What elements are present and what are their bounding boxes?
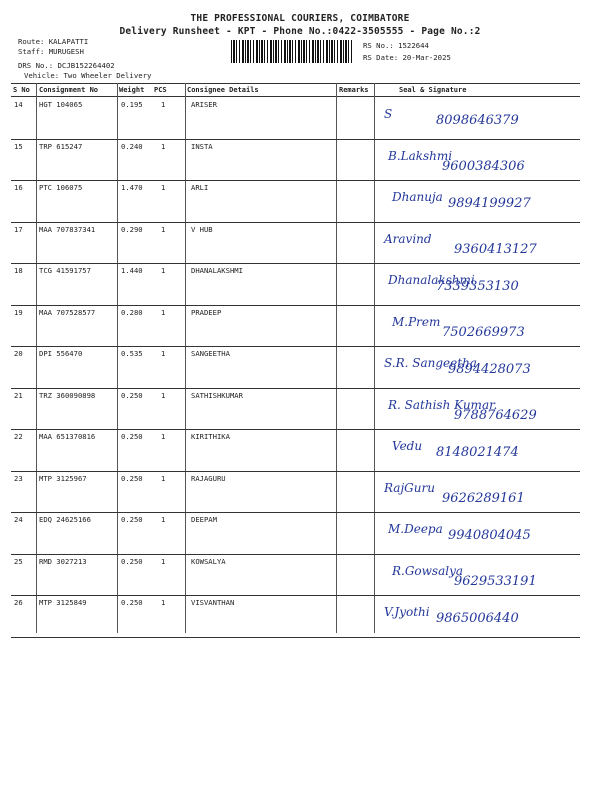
- signature-phone: 9865006440: [436, 611, 519, 626]
- row-consignment-no: HGT 104065: [39, 100, 83, 109]
- row-consignment-no: MAA 651370816: [39, 432, 96, 441]
- rs-number: RS No.: 1522644: [363, 41, 429, 50]
- signature-phone: 9629533191: [454, 573, 537, 589]
- row-sno: 23: [14, 473, 23, 483]
- table-row: [11, 222, 580, 265]
- row-consignment-no: RMD 3027213: [39, 556, 87, 566]
- row-weight: 0.535: [121, 349, 143, 358]
- signature-phone: 8098646379: [436, 113, 519, 128]
- table-row: [11, 429, 580, 472]
- col-sno: S No: [13, 86, 30, 94]
- row-consignment-no: TRZ 360090898: [39, 390, 96, 400]
- col-consignee: Consignee Details: [187, 86, 259, 94]
- row-weight: 0.250: [121, 598, 143, 607]
- row-weight: 0.250: [121, 473, 143, 483]
- row-pcs: 1: [161, 598, 166, 607]
- row-consignment-no: PTC 106075: [39, 183, 83, 192]
- row-consignment-no: EDQ 24625166: [39, 515, 91, 524]
- signature-name: Vedu: [392, 439, 423, 453]
- signature-name: M.Prem: [392, 314, 441, 329]
- drs-number: DRS No.: DCJB152264402: [18, 61, 115, 70]
- row-consignee: RAJAGURU: [191, 473, 226, 483]
- col-signature: Seal & Signature: [399, 86, 467, 94]
- row-consignment-no: MAA 707837341: [39, 224, 96, 234]
- row-consignment-no: MAA 707528577: [39, 307, 96, 317]
- table-row: [11, 554, 580, 597]
- signature-phone: 9894428073: [448, 362, 531, 377]
- company-title: THE PROFESSIONAL COURIERS, COIMBATORE: [190, 13, 410, 24]
- row-weight: 0.250: [121, 432, 143, 441]
- row-pcs: 1: [161, 432, 166, 441]
- table-row: [11, 388, 580, 431]
- signature-phone: 9788764629: [454, 407, 537, 423]
- row-sno: 20: [14, 349, 23, 358]
- row-sno: 18: [14, 266, 23, 275]
- row-consignee: INSTA: [191, 141, 213, 151]
- row-consignment-no: TRP 615247: [39, 141, 83, 151]
- row-weight: 0.240: [121, 141, 143, 151]
- table-row: [11, 512, 580, 555]
- route-label: Route: KALAPATTI: [18, 37, 89, 46]
- row-consignee: ARLI: [191, 183, 209, 192]
- row-pcs: 1: [161, 307, 166, 317]
- row-consignee: KOWSALYA: [191, 556, 226, 566]
- signature-phone: 8148021474: [436, 445, 519, 460]
- row-consignment-no: MTP 3125967: [39, 473, 87, 483]
- row-pcs: 1: [161, 349, 166, 358]
- row-pcs: 1: [161, 183, 166, 192]
- row-weight: 0.290: [121, 224, 143, 234]
- signature-phone: 9894199927: [448, 196, 531, 211]
- row-pcs: 1: [161, 556, 166, 566]
- runsheet-subtitle: Delivery Runsheet - KPT - Phone No.:0422-3505555 - Page No.:2: [119, 26, 481, 37]
- row-sno: 26: [14, 598, 23, 607]
- table-row: [11, 305, 580, 348]
- row-weight: 0.250: [121, 515, 143, 524]
- row-sno: 21: [14, 390, 23, 400]
- signature-phone: 9360413127: [454, 241, 537, 257]
- row-sno: 22: [14, 432, 23, 441]
- signature-name: M.Deepa: [388, 522, 443, 536]
- row-sno: 25: [14, 556, 23, 566]
- row-sno: 17: [14, 224, 23, 234]
- staff-label: Staff: MURUGESH: [18, 47, 84, 56]
- table-row: [11, 471, 580, 514]
- signature-name: B.Lakshmi: [388, 148, 453, 163]
- signature-phone: 9600384306: [442, 158, 525, 174]
- row-consignee: PRADEEP: [191, 307, 222, 317]
- signature-phone: 7339353130: [436, 279, 519, 294]
- row-pcs: 1: [161, 515, 166, 524]
- signature-name: Dhanalakshmi: [388, 273, 475, 287]
- row-consignee: ARISER: [191, 100, 217, 109]
- col-remarks: Remarks: [339, 86, 369, 94]
- row-pcs: 1: [161, 224, 166, 234]
- row-pcs: 1: [161, 473, 166, 483]
- barcode-image: [231, 40, 353, 66]
- col-pcs: PCS: [154, 86, 167, 94]
- row-sno: 15: [14, 141, 23, 151]
- row-weight: 0.250: [121, 390, 143, 400]
- row-weight: 0.195: [121, 100, 143, 109]
- table-row: [11, 180, 580, 223]
- signature-name: V.Jyothi: [384, 605, 430, 619]
- signature-phone: 7502669973: [442, 324, 525, 340]
- vehicle-label: Vehicle: Two Wheeler Delivery: [24, 71, 152, 80]
- row-weight: 1.470: [121, 183, 143, 192]
- signature-name: Aravind: [384, 231, 432, 246]
- col-weight: Weight: [119, 86, 145, 94]
- row-weight: 0.280: [121, 307, 143, 317]
- row-pcs: 1: [161, 390, 166, 400]
- row-consignee: VISVANTHAN: [191, 598, 235, 607]
- row-pcs: 1: [161, 141, 166, 151]
- col-consignment: Consignment No: [39, 86, 99, 94]
- row-consignee: SATHISHKUMAR: [191, 390, 243, 400]
- row-weight: 1.440: [121, 266, 143, 275]
- signature-name: Dhanuja: [392, 190, 443, 204]
- row-consignee: DHANALAKSHMI: [191, 266, 243, 275]
- row-sno: 14: [14, 100, 23, 109]
- table-row: [11, 595, 580, 638]
- row-sno: 16: [14, 183, 23, 192]
- row-sno: 19: [14, 307, 23, 317]
- signature-name: S.R. Sangeetha: [384, 356, 477, 370]
- row-consignee: V HUB: [191, 224, 213, 234]
- row-consignment-no: TCG 41591757: [39, 266, 91, 275]
- row-consignment-no: MTP 3125849: [39, 598, 87, 607]
- row-sno: 24: [14, 515, 23, 524]
- signature-phone: 9940804045: [448, 528, 531, 543]
- row-consignee: DEEPAM: [191, 515, 217, 524]
- table-row: [11, 97, 580, 140]
- row-consignment-no: DPI 556470: [39, 349, 83, 358]
- signature-name: S: [384, 107, 393, 121]
- row-pcs: 1: [161, 266, 166, 275]
- signature-name: R. Sathish Kumar.: [388, 397, 498, 412]
- row-pcs: 1: [161, 100, 166, 109]
- table-row: [11, 346, 580, 389]
- row-consignee: KIRITHIKA: [191, 432, 230, 441]
- table-row: [11, 263, 580, 306]
- signature-name: R.Gowsalya: [392, 563, 464, 578]
- table-row: [11, 139, 580, 182]
- row-weight: 0.250: [121, 556, 143, 566]
- signature-name: RajGuru: [384, 480, 435, 495]
- row-consignee: SANGEETHA: [191, 349, 230, 358]
- signature-phone: 9626289161: [442, 490, 525, 506]
- table-header: [11, 84, 580, 97]
- rs-date: RS Date: 20-Mar-2025: [363, 53, 451, 62]
